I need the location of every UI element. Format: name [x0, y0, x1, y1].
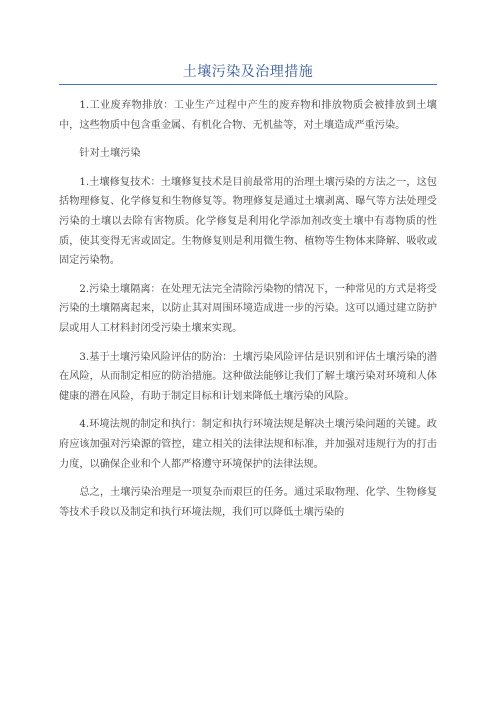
paragraph-section-heading: 针对土壤污染 [79, 148, 141, 160]
document-body [59, 96, 437, 531]
document-title: 土壤污染及治理措施 [182, 64, 314, 80]
paragraph-risk-assessment: 3.基于土壤污染风险评估的防治：土壤污染风险评估是识别和评估土壤污染的潜在风险，从而制定相应的防治措施。这种做法能够让我们了解土壤污染对环境和人体健康的潜在风险，有助于制定目标和计划来降低土壤污染的风险。 [59, 351, 437, 402]
paragraph-conclusion: 总之，土壤污染治理是一项复杂而艰巨的任务。通过采取物理、化学、生物修复等技术手段以及制定和执行环境法规，我们可以降低土壤污染的 [59, 487, 437, 518]
title-underline [59, 84, 437, 85]
paragraph-industrial-waste: 1.工业废弃物排放：工业生产过程中产生的废弃物和排放物质会被排放到土壤中，这些物质中包含重金属、有机化合物、无机盐等，对土壤造成严重污染。 [59, 100, 437, 131]
paragraph-soil-remediation: 1.土壤修复技术：土壤修复技术是目前最常用的治理土壤污染的方法之一，这包括物理修复、化学修复和生物修复等。物理修复是通过土壤剥离、曝气等方法处理受污染的土壤以去除有害物质。化学修复是利用化学添加剂改变土壤中有毒物质的性质，使其变得无害或固定。生物修复则是利用微生物、植物等生物体来降解、吸收或固定污染物。 [59, 176, 437, 267]
paragraph-soil-isolation: 2.污染土壤隔离：在处理无法完全清除污染物的情况下，一种常见的方式是将受污染的土壤隔离起来，以防止其对周围环境造成进一步的污染。这可以通过建立防护层或用人工材料封闭受污染土壤来实现。 [59, 283, 437, 334]
paragraph-regulations: 4.环境法规的制定和执行：制定和执行环境法规是解决土壤污染问题的关键。政府应该加强对污染源的管控，建立相关的法律法规和标准，并加强对违规行为的打击力度，以确保企业和个人都严格遵守环境保护的法律法规。 [59, 419, 437, 470]
